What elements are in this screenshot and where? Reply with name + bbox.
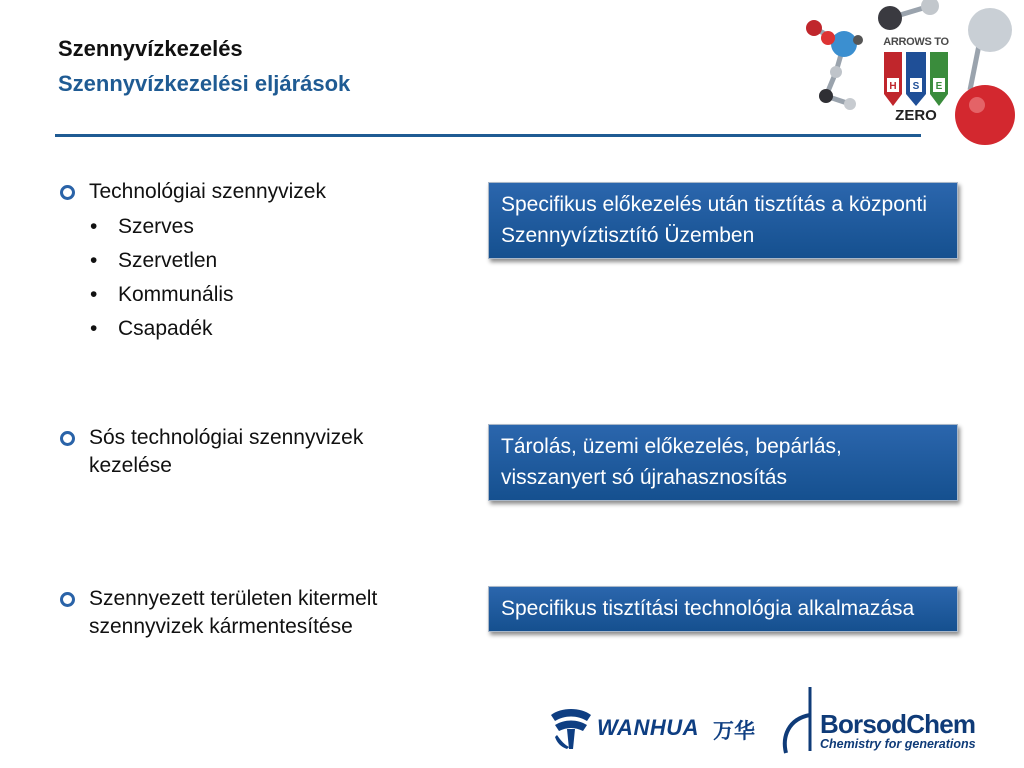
sub-bullet-list <box>60 210 326 346</box>
sub-bullet-item <box>90 278 326 312</box>
sub-bullet-item <box>90 210 326 244</box>
hse-shield-icon <box>882 50 950 108</box>
hse-letter-h: H <box>889 81 897 92</box>
atom-dark-icon <box>878 6 902 30</box>
ring-bullet-icon <box>60 185 75 200</box>
zero-label: ZERO <box>895 107 937 124</box>
sub-bullet-text: Kommunális <box>118 283 234 306</box>
arrows-to-zero-logo <box>880 36 952 128</box>
info-box-salt-recovery: Tárolás, üzemi előkezelés, bepárlás, visszanyert só újrahasznosítás <box>488 424 958 501</box>
wanhua-logo <box>547 703 762 753</box>
dot-bullet-icon: • <box>90 215 98 238</box>
dot-bullet-icon: • <box>90 249 98 272</box>
info-box-central-treatment: Specifikus előkezelés után tisztítás a központi Szennyvíztisztító Üzemben <box>488 182 958 259</box>
atom-blue-icon <box>831 31 857 57</box>
borsodchem-wordmark: BorsodChem <box>820 709 976 739</box>
bullet-saline-wastewater <box>60 424 450 480</box>
bullet-contaminated-site-wastewater <box>60 585 470 641</box>
borsodchem-tagline: Chemistry for generations <box>820 737 976 751</box>
hse-letter-e: E <box>935 81 943 92</box>
sub-bullet-text: Szervetlen <box>118 249 218 272</box>
sub-bullet-text: Szerves <box>118 215 194 238</box>
sub-bullet-item <box>90 244 326 278</box>
borsodchem-flask-icon <box>780 685 824 757</box>
dot-bullet-icon: • <box>90 317 98 340</box>
bullet-text: Szennyezett területen kitermelt szennyvizek kármentesítése <box>89 587 378 638</box>
sub-bullet-item <box>90 312 326 346</box>
wanhua-emblem-icon <box>547 705 593 751</box>
atom-red-icon <box>806 20 822 36</box>
ring-bullet-icon <box>60 592 75 607</box>
wanhua-chinese-wordmark: 万华 <box>713 720 755 743</box>
info-box-specific-technology: Specifikus tisztítási technológia alkalmazása <box>488 586 958 632</box>
dot-bullet-icon: • <box>90 283 98 306</box>
wanhua-wordmark: WANHUA <box>597 715 699 740</box>
bullet-technological-wastewater <box>60 178 326 346</box>
page-title: Szennyvízkezelés <box>58 36 243 61</box>
sub-bullet-text: Csapadék <box>118 317 213 340</box>
bullet-text: Sós technológiai szennyvizek kezelése <box>89 426 364 477</box>
atom-grey-icon <box>968 8 1012 52</box>
hse-letter-s: S <box>912 81 920 92</box>
page-subtitle: Szennyvízkezelési eljárások <box>58 71 351 96</box>
ring-bullet-icon <box>60 431 75 446</box>
atom-large-red-icon <box>955 85 1015 145</box>
bullet-text: Technológiai szennyvizek <box>89 180 326 203</box>
arrows-to-label: ARROWS TO <box>883 36 949 48</box>
borsodchem-logo <box>780 685 995 757</box>
